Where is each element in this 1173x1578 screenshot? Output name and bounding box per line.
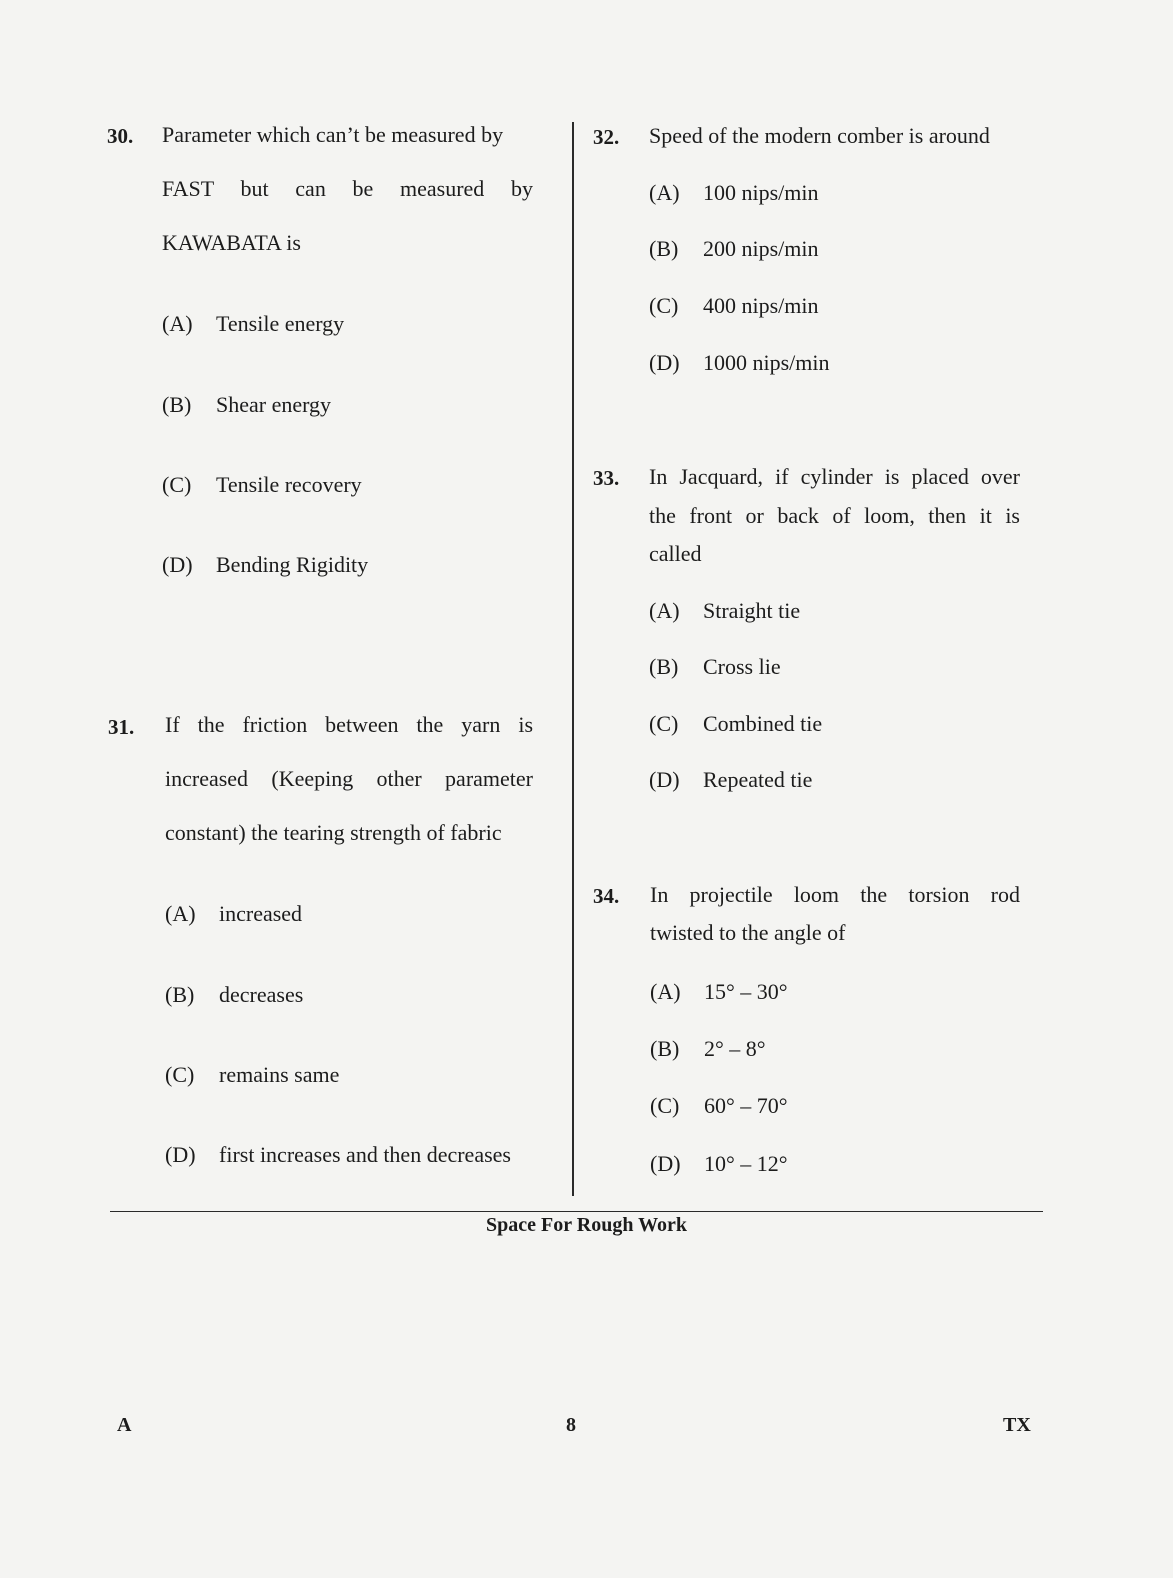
q33-option-b xyxy=(649,654,781,680)
q32-option-a-label: (A) xyxy=(649,180,680,205)
footer-series: A xyxy=(117,1414,132,1436)
q34-option-c-label: (C) xyxy=(650,1093,680,1118)
q32-option-a xyxy=(649,180,819,206)
q31-stem-line2: increased (Keeping other parameter xyxy=(165,766,533,791)
q33-option-d-text: Repeated tie xyxy=(703,767,813,792)
q33-option-d xyxy=(649,767,812,793)
q30-option-b-text: Shear energy xyxy=(216,392,332,417)
q33-option-b-label: (B) xyxy=(649,654,679,679)
q30-option-c-label: (C) xyxy=(162,472,192,497)
q34-option-c xyxy=(650,1093,788,1119)
footer-subject-code: TX xyxy=(1003,1414,1031,1436)
q31-option-a-text: increased xyxy=(219,901,303,926)
q34-number: 34. xyxy=(593,884,620,908)
q31-option-d xyxy=(165,1142,511,1168)
q32-option-b xyxy=(649,236,819,262)
q34-option-a-label: (A) xyxy=(650,979,681,1004)
q30-option-c xyxy=(162,472,362,498)
q30-option-c-text: Tensile recovery xyxy=(216,472,362,497)
q31-number: 31. xyxy=(108,715,135,739)
q30-option-a-text: Tensile energy xyxy=(216,311,345,336)
q34-option-a-text: 15° – 30° xyxy=(704,979,788,1004)
q33-option-c-label: (C) xyxy=(649,711,679,736)
q31-option-b-label: (B) xyxy=(165,982,195,1007)
q30-option-d-text: Bending Rigidity xyxy=(216,552,369,577)
q34-option-d-label: (D) xyxy=(650,1151,681,1176)
q32-option-c xyxy=(649,293,819,319)
q34-option-b xyxy=(650,1036,766,1062)
q34-stem-line1: In projectile loom the torsion rod xyxy=(650,882,1020,907)
q33-option-b-text: Cross lie xyxy=(703,654,781,679)
q34-option-a xyxy=(650,979,788,1005)
q33-option-a xyxy=(649,598,800,624)
q32-option-b-label: (B) xyxy=(649,236,679,261)
q32-stem-line1: Speed of the modern comber is around xyxy=(649,123,990,148)
q31-option-c-label: (C) xyxy=(165,1062,195,1087)
q32-option-c-label: (C) xyxy=(649,293,679,318)
q30-number: 30. xyxy=(107,124,134,148)
q30-option-d-label: (D) xyxy=(162,552,193,577)
q30-option-d xyxy=(162,552,368,578)
q31-option-d-label: (D) xyxy=(165,1142,196,1167)
q33-number: 33. xyxy=(593,466,620,490)
q32-option-d-text: 1000 nips/min xyxy=(703,350,830,375)
q31-stem-line1: If the friction between the yarn is xyxy=(165,712,533,737)
q30-option-a-label: (A) xyxy=(162,311,193,336)
rough-work-label: Space For Rough Work xyxy=(486,1214,687,1236)
q30-option-b-label: (B) xyxy=(162,392,192,417)
q30-stem-line3: KAWABATA is xyxy=(162,230,301,255)
q31-stem-line3: constant) the tearing strength of fabric xyxy=(165,820,502,845)
q31-option-a-label: (A) xyxy=(165,901,196,926)
q30-stem-line2: FAST but can be measured by xyxy=(162,176,533,201)
q34-option-c-text: 60° – 70° xyxy=(704,1093,788,1118)
q32-number: 32. xyxy=(593,125,620,149)
q32-option-d xyxy=(649,350,830,376)
q33-option-a-label: (A) xyxy=(649,598,680,623)
q34-option-b-label: (B) xyxy=(650,1036,680,1061)
q31-option-d-text: first increases and then decreases xyxy=(219,1142,511,1167)
q33-option-d-label: (D) xyxy=(649,767,680,792)
q32-option-c-text: 400 nips/min xyxy=(703,293,819,318)
q31-option-b xyxy=(165,982,303,1008)
q33-stem-line2: the front or back of loom, then it is xyxy=(649,503,1020,528)
q34-option-b-text: 2° – 8° xyxy=(704,1036,766,1061)
q33-stem-line1: In Jacquard, if cylinder is placed over xyxy=(649,464,1020,489)
rough-work-divider xyxy=(110,1211,1043,1212)
q31-option-a xyxy=(165,901,302,927)
footer-page-number: 8 xyxy=(566,1414,576,1436)
column-divider xyxy=(572,122,574,1196)
q32-option-d-label: (D) xyxy=(649,350,680,375)
q33-option-c-text: Combined tie xyxy=(703,711,823,736)
q34-stem-line2: twisted to the angle of xyxy=(650,920,846,945)
q34-option-d-text: 10° – 12° xyxy=(704,1151,788,1176)
q30-option-b xyxy=(162,392,331,418)
q30-stem-line1: Parameter which can’t be measured by xyxy=(162,122,504,147)
q31-option-c xyxy=(165,1062,339,1088)
q31-option-c-text: remains same xyxy=(219,1062,340,1087)
q34-option-d xyxy=(650,1151,788,1177)
q31-option-b-text: decreases xyxy=(219,982,304,1007)
q32-option-a-text: 100 nips/min xyxy=(703,180,819,205)
q30-option-a xyxy=(162,311,344,337)
q33-option-a-text: Straight tie xyxy=(703,598,801,623)
q32-option-b-text: 200 nips/min xyxy=(703,236,819,261)
q33-stem-line3: called xyxy=(649,541,702,566)
q33-option-c xyxy=(649,711,822,737)
